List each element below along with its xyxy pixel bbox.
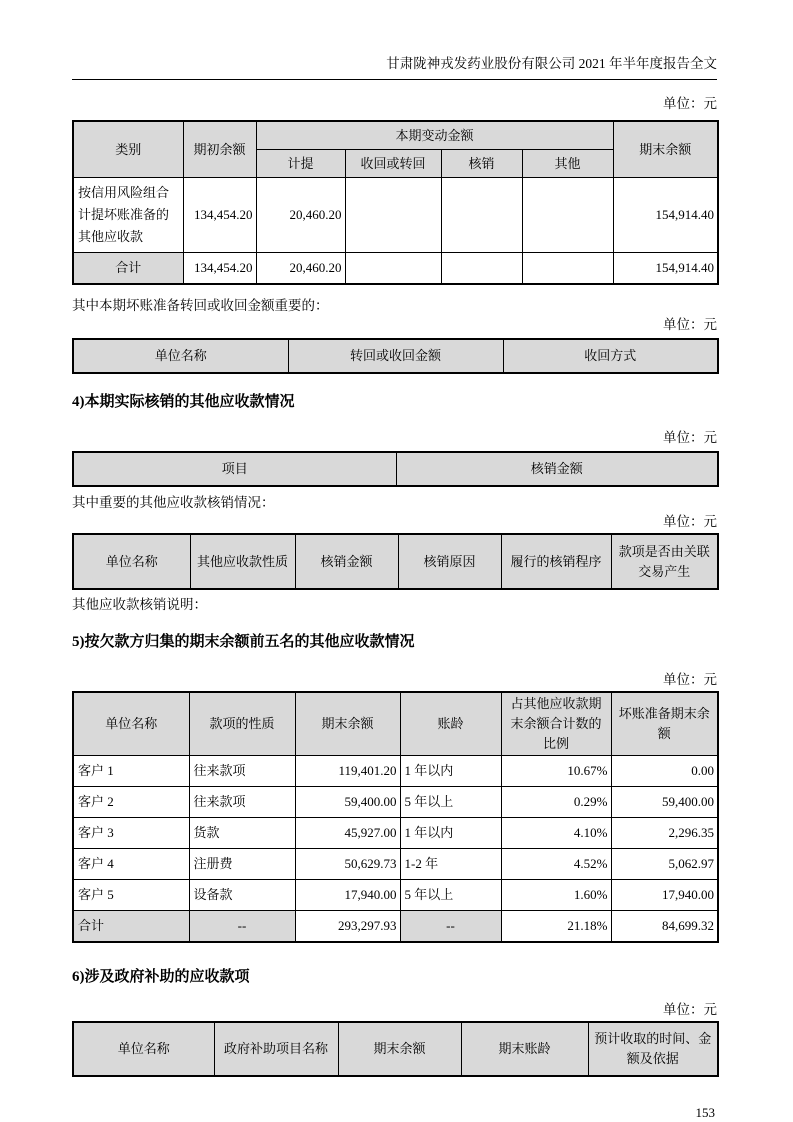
cell-aging: 5 年以上 (400, 787, 501, 818)
cell-total-balance: 293,297.93 (295, 911, 400, 943)
unit-label: 单位：元 (663, 430, 717, 445)
col-header-recover-method: 收回方式 (503, 339, 718, 373)
cell-nature: 往来款项 (189, 787, 295, 818)
cell-total-bad-debt: 84,699.32 (611, 911, 718, 943)
cell-balance: 59,400.00 (295, 787, 400, 818)
cell-total-closing: 154,914.40 (613, 253, 718, 285)
cell-category: 按信用风险组合计提坏账准备的其他应收款 (73, 178, 183, 253)
page-number: 153 (695, 1105, 715, 1120)
cell-opening: 134,454.20 (183, 178, 256, 253)
unit-label: 单位：元 (663, 1002, 717, 1017)
cell-total-recovered (345, 253, 441, 285)
cell-bad-debt: 0.00 (611, 756, 718, 787)
cell-total-nature: -- (189, 911, 295, 943)
table-row (73, 849, 718, 880)
col-header-closing-balance: 期末余额 (295, 692, 400, 756)
cell-balance: 50,629.73 (295, 849, 400, 880)
cell-closing: 154,914.40 (613, 178, 718, 253)
page-header (72, 55, 717, 80)
recover-table (72, 338, 719, 374)
col-header-opening-balance: 期初余额 (183, 121, 256, 178)
cell-total-accrual: 20,460.20 (256, 253, 345, 285)
bad-debt-provision-table (72, 120, 719, 285)
col-header-accrual: 计提 (256, 150, 345, 178)
cell-customer: 客户 4 (73, 849, 189, 880)
cell-proportion: 4.52% (501, 849, 611, 880)
writeoff-table (72, 451, 719, 487)
col-header-category: 类别 (73, 121, 183, 178)
col-header-unit-name: 单位名称 (73, 1022, 214, 1076)
col-header-aging: 账龄 (400, 692, 501, 756)
paragraph-writeoff-important: 其中重要的其他应收款核销情况： (72, 495, 275, 510)
cell-total-written-off (441, 253, 522, 285)
cell-total-proportion: 21.18% (501, 911, 611, 943)
table-row (73, 178, 718, 253)
col-header-item: 项目 (73, 452, 396, 486)
cell-balance: 119,401.20 (295, 756, 400, 787)
col-header-writeoff-reason: 核销原因 (398, 534, 501, 589)
col-header-closing-aging: 期末账龄 (461, 1022, 588, 1076)
report-title: 甘肃陇神戎发药业股份有限公司 2021 年半年度报告全文 (386, 56, 717, 71)
cell-aging: 5 年以上 (400, 880, 501, 911)
table-total-row (73, 911, 718, 943)
col-header-related-transaction: 款项是否由关联交易产生 (611, 534, 718, 589)
cell-proportion: 1.60% (501, 880, 611, 911)
cell-total-opening: 134,454.20 (183, 253, 256, 285)
col-header-closing-balance: 期末余额 (613, 121, 718, 178)
col-header-writeoff-procedure: 履行的核销程序 (501, 534, 611, 589)
cell-proportion: 4.10% (501, 818, 611, 849)
unit-label: 单位：元 (663, 96, 717, 111)
col-header-nature: 款项的性质 (189, 692, 295, 756)
col-header-closing-balance: 期末余额 (338, 1022, 461, 1076)
col-header-unit-name: 单位名称 (73, 534, 190, 589)
cell-nature: 注册费 (189, 849, 295, 880)
government-subsidy-table (72, 1021, 719, 1077)
paragraph-recover-important: 其中本期坏账准备转回或收回金额重要的： (72, 298, 329, 313)
cell-bad-debt: 59,400.00 (611, 787, 718, 818)
col-header-receivable-nature: 其他应收款性质 (190, 534, 295, 589)
top5-receivables-table (72, 691, 719, 943)
table-row (73, 818, 718, 849)
cell-total-label: 合计 (73, 911, 189, 943)
cell-written-off (441, 178, 522, 253)
cell-nature: 设备款 (189, 880, 295, 911)
col-header-bad-debt-closing: 坏账准备期末余额 (611, 692, 718, 756)
cell-bad-debt: 2,296.35 (611, 818, 718, 849)
section-title-5: 5)按欠款方归集的期末余额前五名的其他应收款情况 (72, 634, 415, 650)
col-header-proportion: 占其他应收款期末余额合计数的比例 (501, 692, 611, 756)
cell-balance: 45,927.00 (295, 818, 400, 849)
col-header-expected-collection: 预计收取的时间、金额及依据 (588, 1022, 718, 1076)
cell-proportion: 0.29% (501, 787, 611, 818)
table-row (73, 756, 718, 787)
col-header-written-off: 核销 (441, 150, 522, 178)
col-header-recovered: 收回或转回 (345, 150, 441, 178)
cell-accrual: 20,460.20 (256, 178, 345, 253)
cell-total-other (522, 253, 613, 285)
unit-label: 单位：元 (663, 672, 717, 687)
cell-customer: 客户 2 (73, 787, 189, 818)
cell-total-aging: -- (400, 911, 501, 943)
cell-aging: 1 年以内 (400, 818, 501, 849)
cell-nature: 货款 (189, 818, 295, 849)
table-row (73, 787, 718, 818)
cell-aging: 1-2 年 (400, 849, 501, 880)
unit-label: 单位：元 (663, 317, 717, 332)
cell-customer: 客户 3 (73, 818, 189, 849)
cell-customer: 客户 1 (73, 756, 189, 787)
col-header-writeoff-amount: 核销金额 (396, 452, 718, 486)
cell-nature: 往来款项 (189, 756, 295, 787)
section-title-6: 6)涉及政府补助的应收款项 (72, 969, 250, 985)
table-total-row (73, 253, 718, 285)
col-header-unit-name: 单位名称 (73, 339, 288, 373)
cell-balance: 17,940.00 (295, 880, 400, 911)
cell-bad-debt: 5,062.97 (611, 849, 718, 880)
writeoff-detail-table (72, 533, 719, 590)
col-header-other: 其他 (522, 150, 613, 178)
col-header-recover-amount: 转回或收回金额 (288, 339, 503, 373)
col-header-writeoff-amount: 核销金额 (295, 534, 398, 589)
cell-total-label: 合计 (73, 253, 183, 285)
cell-recovered (345, 178, 441, 253)
cell-aging: 1 年以内 (400, 756, 501, 787)
unit-label: 单位：元 (663, 514, 717, 529)
cell-other (522, 178, 613, 253)
section-title-4: 4)本期实际核销的其他应收款情况 (72, 394, 295, 410)
cell-customer: 客户 5 (73, 880, 189, 911)
cell-bad-debt: 17,940.00 (611, 880, 718, 911)
table-row (73, 880, 718, 911)
col-header-unit-name: 单位名称 (73, 692, 189, 756)
col-header-subsidy-project: 政府补助项目名称 (214, 1022, 338, 1076)
paragraph-writeoff-note: 其他应收款核销说明： (72, 597, 207, 612)
cell-proportion: 10.67% (501, 756, 611, 787)
col-header-change-group: 本期变动金额 (256, 121, 613, 150)
